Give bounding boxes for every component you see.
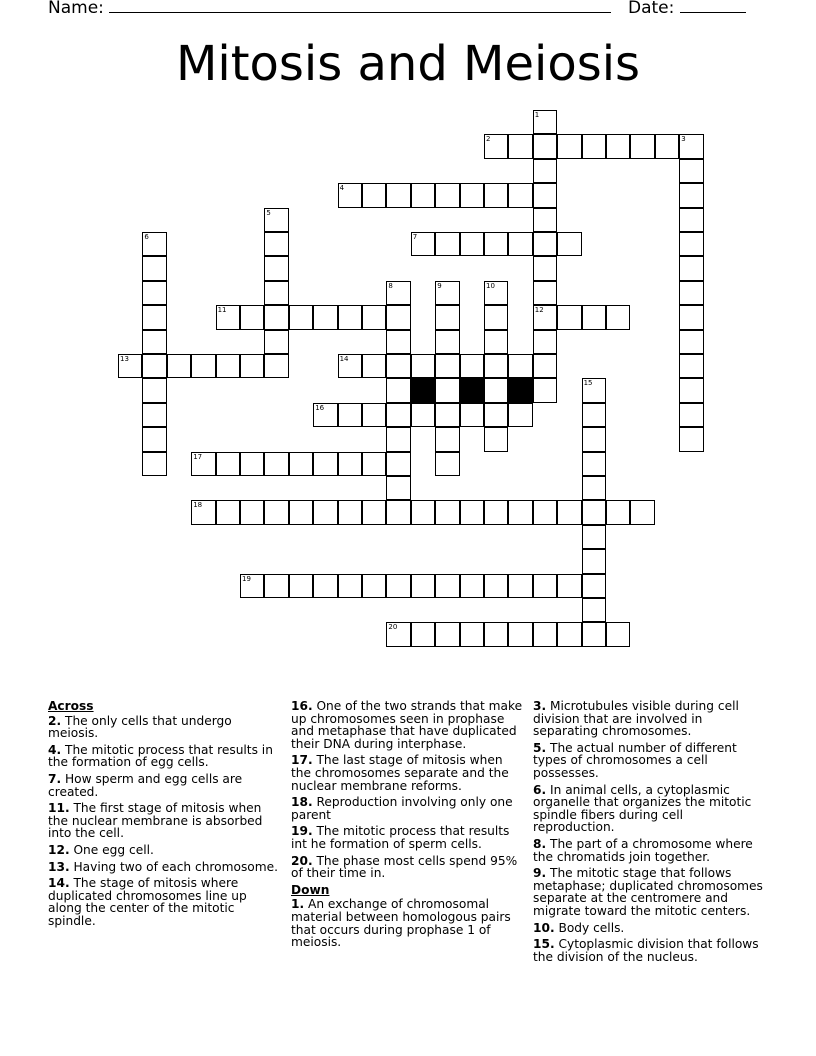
grid-cell[interactable] (386, 622, 410, 646)
clue-num: 11. (48, 801, 70, 816)
down-clue (533, 922, 767, 935)
grid-cell[interactable] (386, 378, 410, 402)
grid-cell[interactable] (582, 403, 606, 427)
grid-cell[interactable] (582, 427, 606, 451)
grid-cell[interactable] (313, 403, 337, 427)
clue-number: 13 (120, 355, 129, 363)
grid-cell[interactable] (630, 134, 654, 158)
grid-cell[interactable] (411, 500, 435, 524)
clue-text: The mitotic process that results int he formation of sperm cells. (291, 824, 510, 851)
grid-cell[interactable] (655, 134, 679, 158)
grid-cell[interactable] (508, 622, 532, 646)
clue-num: 4. (48, 742, 62, 757)
grid-cell[interactable] (508, 574, 532, 598)
clue-num: 1. (291, 897, 305, 912)
grid-cell[interactable] (362, 452, 386, 476)
grid-cell[interactable] (338, 452, 362, 476)
clue-text: The part of a chromosome where the chromatids join together. (533, 836, 753, 864)
clue-num: 20. (291, 853, 313, 868)
grid-cell[interactable] (216, 305, 240, 329)
clue-text: Cytoplasmic division that follows the division of the nucleus. (533, 937, 759, 964)
clue-text: In animal cells, a cytoplasmic organelle that organizes the mitotic spindle fibers during cell reproduction. (533, 782, 752, 835)
grid-cell[interactable] (484, 378, 508, 402)
grid-cell[interactable] (679, 378, 703, 402)
grid-cell[interactable] (460, 500, 484, 524)
across-clue (48, 861, 280, 874)
grid-cell[interactable] (362, 403, 386, 427)
clue-num: 5. (533, 740, 547, 755)
grid-cell[interactable] (508, 500, 532, 524)
grid-cell[interactable] (435, 330, 459, 354)
clue-number: 6 (144, 233, 149, 241)
grid-cell[interactable] (313, 500, 337, 524)
down-clue (533, 867, 767, 917)
grid-cell[interactable] (606, 622, 630, 646)
grid-cell[interactable] (533, 330, 557, 354)
grid-cell[interactable] (484, 427, 508, 451)
grid-cell[interactable] (142, 330, 166, 354)
grid-cell[interactable] (679, 183, 703, 207)
clue-text: The mitotic process that results in the formation of egg cells. (48, 742, 273, 770)
clue-number: 16 (315, 403, 325, 412)
grid-cell[interactable] (606, 305, 630, 329)
grid-cell[interactable] (264, 354, 288, 378)
grid-cell[interactable] (606, 500, 630, 524)
grid-cell[interactable] (533, 354, 557, 378)
grid-cell[interactable] (557, 622, 581, 646)
grid-cell[interactable] (142, 452, 166, 476)
grid-cell[interactable] (582, 500, 606, 524)
grid-cell[interactable] (484, 403, 508, 427)
clue-num: 14. (48, 876, 70, 891)
grid-cell[interactable] (679, 208, 703, 232)
grid-cell[interactable] (533, 378, 557, 402)
grid-cell[interactable] (386, 305, 410, 329)
grid-cell[interactable] (679, 232, 703, 256)
black-cell (411, 378, 435, 402)
grid-cell[interactable] (508, 232, 532, 256)
grid-cell[interactable] (216, 354, 240, 378)
clue-text: Having two of each chromosome. (69, 859, 279, 874)
grid-cell[interactable] (460, 574, 484, 598)
clue-num: 2. (48, 713, 62, 728)
grid-cell[interactable] (264, 452, 288, 476)
grid-cell[interactable] (582, 549, 606, 573)
grid-cell[interactable] (508, 134, 532, 158)
grid-cell[interactable] (118, 354, 142, 378)
grid-cell[interactable] (386, 183, 410, 207)
grid-cell[interactable] (435, 232, 459, 256)
grid-cell[interactable] (216, 500, 240, 524)
grid-cell[interactable] (435, 403, 459, 427)
grid-cell[interactable] (435, 281, 459, 305)
grid-cell[interactable] (289, 500, 313, 524)
grid-cell[interactable] (484, 134, 508, 158)
clue-num: 3. (533, 699, 547, 713)
grid-cell[interactable] (411, 354, 435, 378)
grid-cell[interactable] (142, 427, 166, 451)
grid-cell[interactable] (435, 500, 459, 524)
grid-cell[interactable] (533, 622, 557, 646)
grid-cell[interactable] (264, 500, 288, 524)
clue-number: 4 (339, 184, 345, 193)
clue-text: The actual number of different types of chromosomes a cell possesses. (533, 740, 737, 780)
date-label: Date: (628, 0, 675, 18)
grid-cell[interactable] (435, 305, 459, 329)
grid-cell[interactable] (533, 305, 557, 329)
grid-cell[interactable] (191, 500, 215, 524)
across-clue (48, 802, 280, 840)
grid-cell[interactable] (557, 574, 581, 598)
grid-cell[interactable] (338, 354, 362, 378)
grid-cell[interactable] (533, 159, 557, 183)
grid-cell[interactable] (411, 403, 435, 427)
grid-cell[interactable] (264, 208, 288, 232)
grid-cell[interactable] (508, 403, 532, 427)
grid-cell[interactable] (240, 452, 264, 476)
grid-cell[interactable] (484, 354, 508, 378)
grid-cell[interactable] (582, 134, 606, 158)
grid-cell[interactable] (533, 110, 557, 134)
clue-num: 10. (533, 920, 555, 935)
grid-cell[interactable] (289, 305, 313, 329)
grid-cell[interactable] (264, 330, 288, 354)
grid-cell[interactable] (386, 452, 410, 476)
across-clue (291, 825, 525, 850)
grid-cell[interactable] (484, 330, 508, 354)
grid-cell[interactable] (679, 427, 703, 451)
clue-num: 12. (48, 842, 70, 857)
down-clue (533, 938, 767, 963)
clue-num: 19. (291, 824, 313, 839)
grid-cell[interactable] (533, 256, 557, 280)
across-clue (48, 715, 280, 740)
clue-text: One of the two strands that make up chromosomes seen in prophase and metaphase that have duplicated their DNA during interphase. (291, 699, 523, 751)
grid-cell[interactable] (264, 232, 288, 256)
grid-cell[interactable] (557, 232, 581, 256)
grid-cell[interactable] (508, 354, 532, 378)
grid-cell[interactable] (386, 330, 410, 354)
grid-cell[interactable] (435, 183, 459, 207)
grid-cell[interactable] (264, 305, 288, 329)
grid-cell[interactable] (679, 330, 703, 354)
grid-cell[interactable] (264, 574, 288, 598)
grid-cell[interactable] (289, 452, 313, 476)
grid-cell[interactable] (484, 622, 508, 646)
clue-number: 19 (242, 574, 251, 583)
grid-cell[interactable] (362, 500, 386, 524)
grid-cell[interactable] (386, 354, 410, 378)
grid-cell[interactable] (435, 378, 459, 402)
grid-cell[interactable] (533, 134, 557, 158)
grid-cell[interactable] (264, 256, 288, 280)
grid-cell[interactable] (362, 354, 386, 378)
grid-cell[interactable] (582, 378, 606, 402)
grid-cell[interactable] (313, 452, 337, 476)
across-clue (48, 773, 280, 798)
clue-text: How sperm and egg cells are created. (48, 771, 243, 799)
grid-cell[interactable] (679, 134, 703, 158)
clue-text: The last stage of mitosis when the chromosomes separate and the nuclear membrane reforms. (291, 753, 509, 793)
grid-cell[interactable] (142, 281, 166, 305)
grid-cell[interactable] (142, 403, 166, 427)
black-cell (460, 378, 484, 402)
grid-cell[interactable] (142, 305, 166, 329)
clue-number: 9 (437, 281, 442, 290)
grid-cell[interactable] (533, 232, 557, 256)
grid-cell[interactable] (386, 427, 410, 451)
clue-number: 14 (339, 355, 349, 363)
clue-num: 7. (48, 771, 62, 786)
grid-cell[interactable] (679, 305, 703, 329)
grid-cell[interactable] (338, 574, 362, 598)
grid-cell[interactable] (679, 256, 703, 280)
grid-cell[interactable] (338, 500, 362, 524)
down-clue (533, 700, 767, 738)
grid-cell[interactable] (191, 452, 215, 476)
grid-cell[interactable] (606, 134, 630, 158)
clue-num: 17. (291, 753, 313, 768)
across-clue (48, 744, 280, 769)
clue-number: 12 (534, 306, 544, 315)
grid-cell[interactable] (362, 183, 386, 207)
clue-text: Body cells. (554, 920, 625, 935)
grid-cell[interactable] (533, 281, 557, 305)
grid-cell[interactable] (338, 183, 362, 207)
grid-cell[interactable] (630, 500, 654, 524)
grid-cell[interactable] (460, 622, 484, 646)
grid-cell[interactable] (411, 232, 435, 256)
grid-cell[interactable] (435, 427, 459, 451)
down-clue (533, 838, 767, 863)
grid-cell[interactable] (582, 452, 606, 476)
grid-cell[interactable] (240, 305, 264, 329)
grid-cell[interactable] (142, 378, 166, 402)
down-clue (291, 898, 525, 948)
clue-text: Microtubules visible during cell division that are involved in separating chromosomes. (533, 699, 739, 739)
clue-number: 3 (681, 135, 686, 144)
grid-cell[interactable] (411, 574, 435, 598)
grid-cell[interactable] (142, 256, 166, 280)
down-clue (533, 742, 767, 780)
clue-number: 1 (534, 111, 540, 119)
clues-column-1 (48, 700, 280, 932)
clue-num: 18. (291, 795, 313, 810)
grid-cell[interactable] (582, 525, 606, 549)
grid-cell[interactable] (533, 183, 557, 207)
clue-num: 16. (291, 699, 313, 713)
clue-text: Reproduction involving only one parent (291, 795, 513, 822)
page-title: Mitosis and Meiosis (175, 36, 641, 92)
grid-cell[interactable] (338, 305, 362, 329)
grid-cell[interactable] (508, 183, 532, 207)
clue-text: The mitotic stage that follows metaphase; duplicated chromosomes separate at the centromere and migrate toward the mitotic centers. (533, 866, 763, 918)
down-heading: Down (291, 882, 330, 897)
grid-cell[interactable] (557, 134, 581, 158)
grid-cell[interactable] (386, 281, 410, 305)
name-label: Name: (48, 0, 104, 18)
clue-text: The only cells that undergo meiosis. (48, 713, 232, 741)
grid-cell[interactable] (386, 403, 410, 427)
grid-cell[interactable] (460, 354, 484, 378)
clue-number: 20 (388, 623, 398, 632)
clue-text: One egg cell. (69, 842, 154, 857)
grid-cell[interactable] (240, 574, 264, 598)
grid-cell[interactable] (167, 354, 191, 378)
grid-cell[interactable] (460, 183, 484, 207)
grid-cell[interactable] (557, 305, 581, 329)
down-clue (533, 784, 767, 834)
grid-cell[interactable] (142, 232, 166, 256)
grid-cell[interactable] (582, 305, 606, 329)
grid-cell[interactable] (435, 622, 459, 646)
clue-number: 2 (486, 135, 491, 144)
clue-number: 17 (193, 452, 203, 461)
grid-cell[interactable] (484, 232, 508, 256)
grid-cell[interactable] (533, 574, 557, 598)
grid-cell[interactable] (191, 354, 215, 378)
grid-cell[interactable] (582, 598, 606, 622)
grid-cell[interactable] (386, 476, 410, 500)
grid-cell[interactable] (533, 500, 557, 524)
across-clue (291, 855, 525, 880)
grid-cell[interactable] (338, 403, 362, 427)
clues-column-2 (291, 700, 525, 953)
clue-number: 7 (412, 233, 418, 241)
grid-cell[interactable] (386, 574, 410, 598)
grid-cell[interactable] (411, 183, 435, 207)
grid-cell[interactable] (264, 281, 288, 305)
grid-cell[interactable] (411, 622, 435, 646)
grid-cell[interactable] (582, 574, 606, 598)
across-clue (48, 844, 280, 857)
black-cell (508, 378, 532, 402)
grid-cell[interactable] (484, 500, 508, 524)
grid-cell[interactable] (679, 403, 703, 427)
clue-number: 5 (266, 208, 271, 217)
clue-num: 8. (533, 836, 547, 851)
across-clue (291, 700, 525, 750)
clues-column-3 (533, 700, 767, 967)
grid-cell[interactable] (313, 574, 337, 598)
grid-cell[interactable] (362, 305, 386, 329)
across-clue (291, 796, 525, 821)
grid-cell[interactable] (216, 452, 240, 476)
grid-cell[interactable] (460, 232, 484, 256)
grid-cell[interactable] (362, 574, 386, 598)
grid-cell[interactable] (313, 305, 337, 329)
grid-cell[interactable] (386, 500, 410, 524)
grid-cell[interactable] (533, 208, 557, 232)
grid-cell[interactable] (240, 500, 264, 524)
grid-cell[interactable] (435, 354, 459, 378)
grid-cell[interactable] (679, 354, 703, 378)
grid-cell[interactable] (484, 183, 508, 207)
grid-cell[interactable] (142, 354, 166, 378)
grid-cell[interactable] (582, 622, 606, 646)
clue-num: 13. (48, 859, 70, 874)
clue-text: The first stage of mitosis when the nuclear membrane is absorbed into the cell. (48, 801, 263, 841)
grid-cell[interactable] (289, 574, 313, 598)
across-heading: Across (48, 699, 94, 713)
clue-num: 9. (533, 866, 547, 881)
grid-cell[interactable] (484, 281, 508, 305)
grid-cell[interactable] (484, 305, 508, 329)
clue-num: 15. (533, 937, 555, 952)
across-clue (291, 754, 525, 792)
across-clue (48, 877, 280, 927)
grid-cell[interactable] (240, 354, 264, 378)
clue-number: 10 (486, 281, 495, 290)
grid-cell[interactable] (435, 574, 459, 598)
clue-num: 6. (533, 782, 547, 797)
clue-number: 8 (388, 281, 393, 290)
grid-cell[interactable] (679, 281, 703, 305)
clue-text: The phase most cells spend 95% of their time in. (291, 853, 518, 881)
clue-text: An exchange of chromosomal material between homologous pairs that occurs during prophase 1 of meiosis. (291, 897, 511, 950)
grid-cell[interactable] (435, 452, 459, 476)
grid-cell[interactable] (582, 476, 606, 500)
grid-cell[interactable] (557, 500, 581, 524)
clue-number: 18 (193, 501, 203, 510)
grid-cell[interactable] (679, 159, 703, 183)
clue-number: 15 (583, 379, 593, 388)
grid-cell[interactable] (484, 574, 508, 598)
grid-cell[interactable] (460, 403, 484, 427)
clue-text: The stage of mitosis where duplicated chromosomes line up along the center of the mitotic spindle. (48, 876, 247, 928)
clue-number: 11 (217, 306, 227, 315)
